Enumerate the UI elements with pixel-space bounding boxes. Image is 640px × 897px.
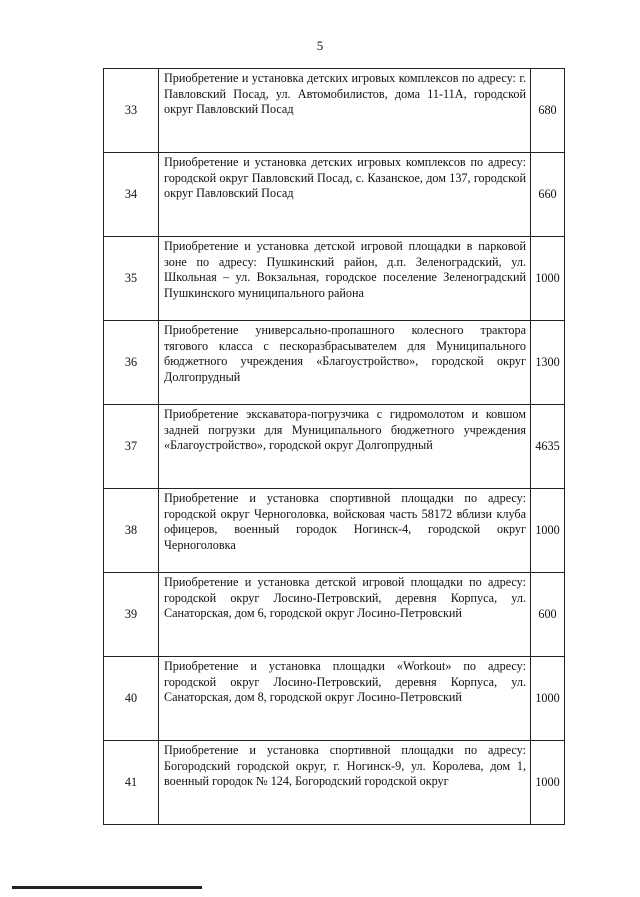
row-number: 39 xyxy=(104,573,159,657)
table-row xyxy=(104,69,565,153)
row-amount: 680 xyxy=(531,69,565,153)
row-amount: 1000 xyxy=(531,237,565,321)
row-amount: 660 xyxy=(531,153,565,237)
row-description: Приобретение и установка детской игровой площадки по адресу: городской округ Лосино-Петровский, деревня Корпуса, ул. Санаторская, дом 6, городской округ Лосино-Петровский xyxy=(159,573,531,657)
table-row xyxy=(104,153,565,237)
row-description: Приобретение и установка площадки «Workout» по адресу: городской округ Лосино-Петровский, деревня Корпуса, ул. Санаторская, дом 8, городской округ Лосино-Петровский xyxy=(159,657,531,741)
row-description: Приобретение и установка спортивной площадки по адресу: Богородский городской округ, г. Ногинск-9, ул. Королева, дом 1, военный городок № 124, Богородский городской округ xyxy=(159,741,531,825)
row-amount: 1300 xyxy=(531,321,565,405)
row-amount: 600 xyxy=(531,573,565,657)
table-row xyxy=(104,741,565,825)
row-description: Приобретение и установка детской игровой площадки в парковой зоне по адресу: Пушкинский район, д.п. Зеленоградский, ул. Школьная – ул. Вокзальная, городское поселение Зеленоградский Пушкинского муниципального района xyxy=(159,237,531,321)
table-row xyxy=(104,321,565,405)
table-row xyxy=(104,657,565,741)
items-table xyxy=(103,68,565,825)
row-description: Приобретение экскаватора-погрузчика с гидромолотом и ковшом задней погрузки для Муниципального бюджетного учреждения «Благоустройство», городской округ Долгопрудный xyxy=(159,405,531,489)
row-description: Приобретение универсально-пропашного колесного трактора тягового класса с пескоразбрасывателем для Муниципального бюджетного учреждения «Благоустройство», городской округ Долгопрудный xyxy=(159,321,531,405)
row-number: 34 xyxy=(104,153,159,237)
row-number: 40 xyxy=(104,657,159,741)
row-amount: 1000 xyxy=(531,489,565,573)
row-number: 38 xyxy=(104,489,159,573)
row-description: Приобретение и установка детских игровых комплексов по адресу: г. Павловский Посад, ул. Автомобилистов, дома 11-11А, городской округ Павловский Посад xyxy=(159,69,531,153)
row-description: Приобретение и установка спортивной площадки по адресу: городской округ Черноголовка, войсковая часть 58172 вблизи клуба офицеров, военный городок Ногинск-4, городской округ Черноголовка xyxy=(159,489,531,573)
row-amount: 1000 xyxy=(531,741,565,825)
table-row xyxy=(104,573,565,657)
row-number: 35 xyxy=(104,237,159,321)
table-row xyxy=(104,405,565,489)
table-row xyxy=(104,489,565,573)
page-number: 5 xyxy=(316,38,324,53)
row-amount: 1000 xyxy=(531,657,565,741)
row-description: Приобретение и установка детских игровых комплексов по адресу: городской округ Павловский Посад, с. Казанское, дом 137, городской округ Павловский Посад xyxy=(159,153,531,237)
footer-rule xyxy=(12,886,202,889)
row-number: 41 xyxy=(104,741,159,825)
table-row xyxy=(104,237,565,321)
row-amount: 4635 xyxy=(531,405,565,489)
row-number: 37 xyxy=(104,405,159,489)
row-number: 33 xyxy=(104,69,159,153)
row-number: 36 xyxy=(104,321,159,405)
